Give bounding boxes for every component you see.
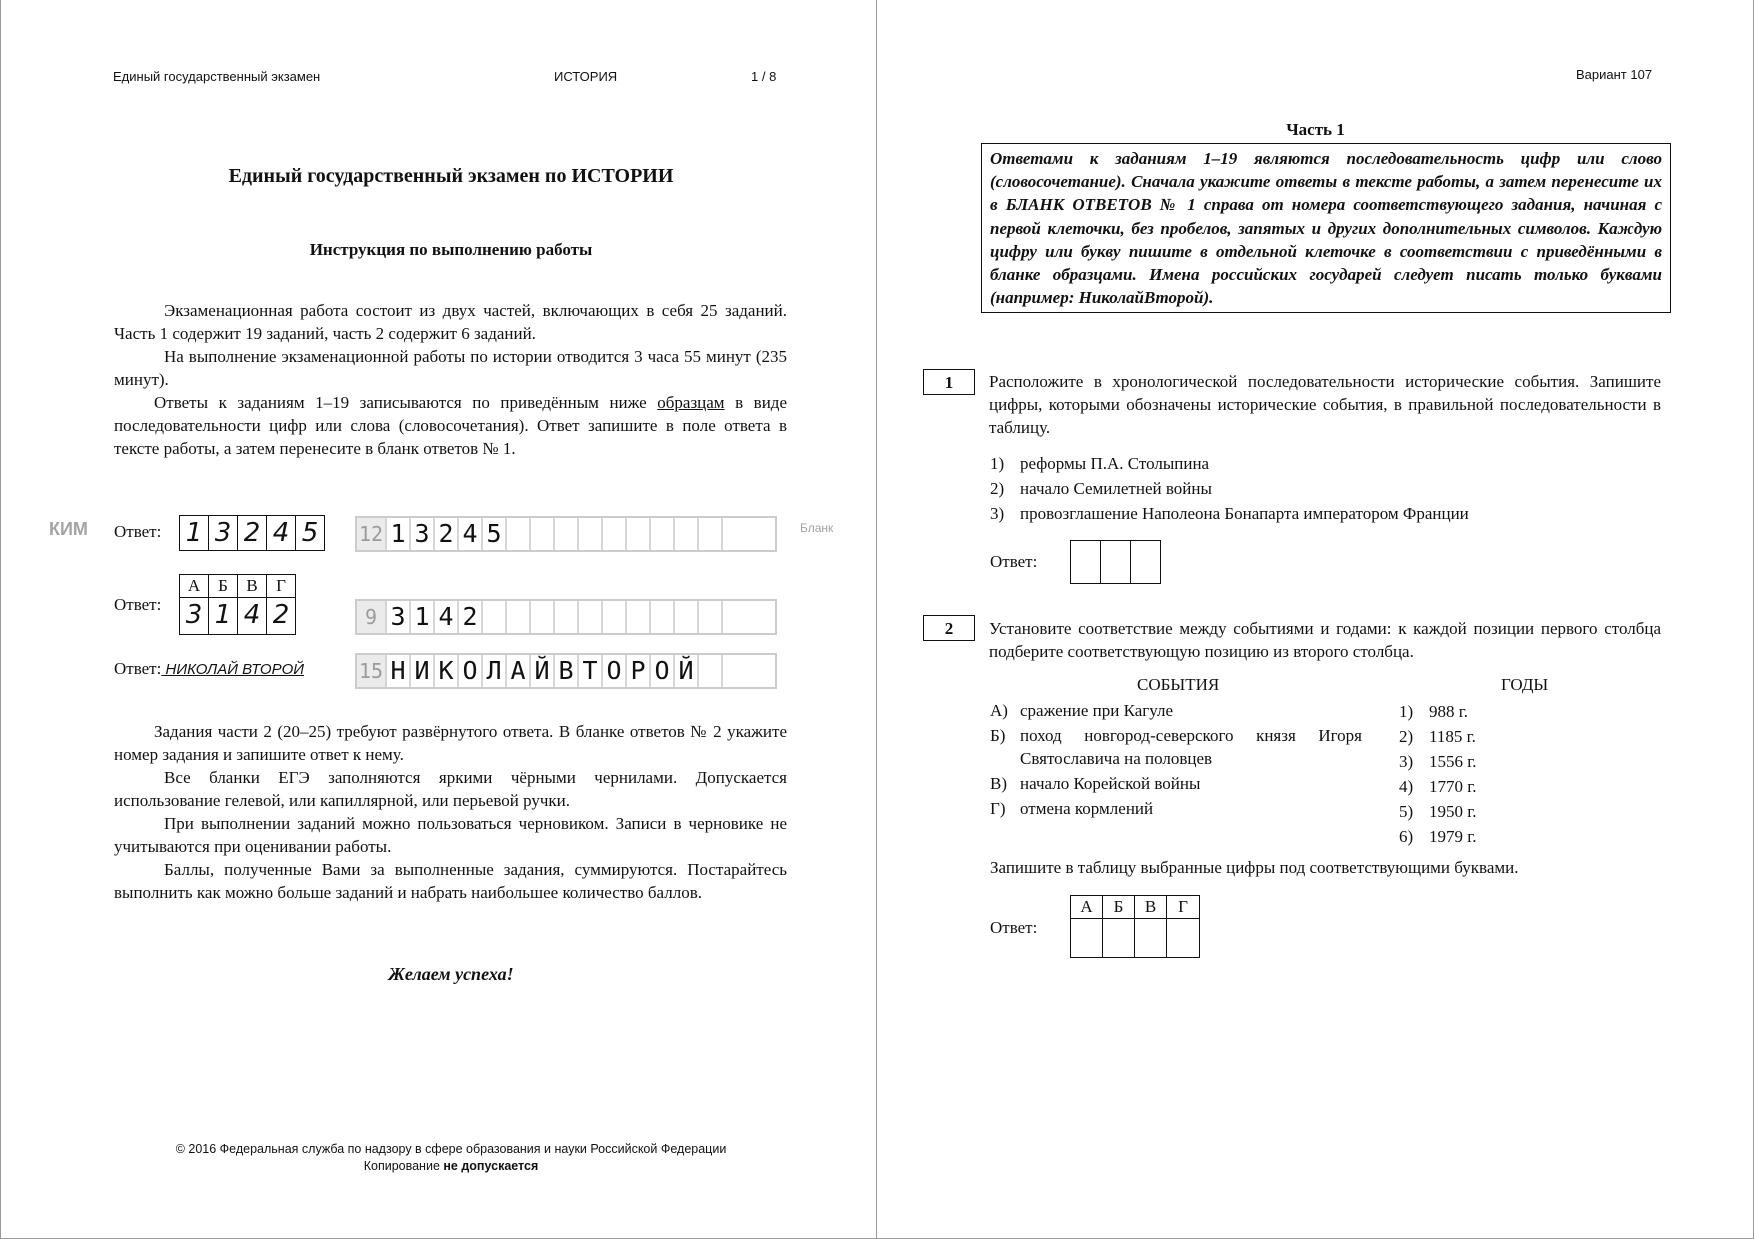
letter-header: Б [1103,896,1135,919]
part2-paragraph: Задания части 2 (20–25) требуют развёрнутого ответа. В бланке ответов № 2 укажите номер задания и запишите ответ к нему. [114,722,787,764]
answer-cell[interactable] [1071,919,1103,957]
task2-text: Установите соответствие между событиями и годами: к каждой позиции первого столбца подберите соответствующую позицию из второго столбца. [989,619,1661,661]
list-item: 6) 1979 г. [1399,827,1477,846]
example-blank-row: 12 1 3 2 4 5 [355,516,777,552]
part2-paragraph: Все бланки ЕГЭ заполняются яркими чёрными чернилами. Допускается использование гелевой, или капиллярной, или перьевой ручки. [114,768,787,810]
list-item: 1) 988 г. [1399,702,1469,721]
example-blank-row: 15 Н И К О Л А Й В Т О Р О Й [355,653,777,689]
letter-header: Г [1167,896,1199,919]
part1-instruction-box: Ответами к заданиям 1–19 являются последовательность цифр или слово (словосочетание). Сначала укажите ответы в тексте работы, а затем перенесите их в БЛАНК ОТВЕТОВ № 1 справа от номера соответствующего задания, начиная с первой клеточки, без пробелов, запятых и других дополнительных символов. Каждую цифру или букву пишите в отдельной клеточке в соответствии с приведёнными в бланке образцами. Имена российских государей следует писать только буквами (например: НиколайВторой). [981,143,1671,313]
example-answer-label: Ответ: НИКОЛАЙ ВТОРОЙ [114,659,305,678]
list-item: Г) отмена кормлений [990,799,1154,818]
example-answer-label: Ответ: [114,595,162,614]
years-list [1399,699,1477,849]
answer-cell[interactable] [1135,919,1167,957]
instruction-heading: Инструкция по выполнению работы [309,240,593,259]
intro-paragraph: Ответы к заданиям 1–19 записываются по приведённым ниже образцам в виде последовательности цифр или слова (словосочетания). Ответ запишите в поле ответа в тексте работы, а затем перенесите в бланк ответов № 1. [114,393,787,458]
list-item: 5) 1950 г. [1399,802,1477,821]
list-item: 1) реформы П.А. Столыпина [990,454,1210,473]
list-item: 3) провозглашение Наполеона Бонапарта императором Франции [990,504,1469,523]
task-number-box: 2 [923,615,975,641]
task2-write-instruction: Запишите в таблицу выбранные цифры под соответствующими буквами. [990,858,1519,877]
part2-text [114,720,787,904]
example-letter-table: А Б В Г 3 1 4 2 [179,574,296,635]
right-page [877,0,1754,1239]
copyright-footer: © 2016 Федеральная служба по надзору в сфере образования и науки Российской Федерации Копирование не допускается [175,1142,727,1173]
part-title: Часть 1 [1286,120,1345,139]
header-subject: ИСТОРИЯ [554,69,618,84]
task-number-box: 1 [923,369,975,395]
kim-label: КИМ [49,519,88,539]
list-item: 3) 1556 г. [1399,752,1477,771]
answer-cell[interactable] [1131,541,1160,583]
example-handwritten-answer: НИКОЛАЙ ВТОРОЙ [161,661,305,678]
events-header: СОБЫТИЯ [1137,675,1220,694]
good-luck-text: Желаем успеха! [388,964,514,984]
variant-label: Вариант 107 [1576,67,1653,82]
answer-cell[interactable] [1103,919,1135,957]
example-answer-cells: 1 3 2 4 5 [179,515,325,551]
answer-cell[interactable] [1101,541,1131,583]
blank-label: Бланк [800,521,834,535]
answer-cell[interactable] [1167,919,1199,957]
header-page-number: 1 / 8 [751,69,777,84]
list-item: В) начало Корейской войны [990,774,1201,793]
part2-paragraph: При выполнении заданий можно пользоваться черновиком. Записи в черновике не учитываются при оценивании работы. [114,814,787,856]
task1-answer-label: Ответ: [990,552,1038,571]
task1-list [990,451,1469,526]
example-blank-row: 9 3 1 4 2 [355,599,777,635]
years-header: ГОДЫ [1501,675,1549,694]
list-item: 2) 1185 г. [1399,727,1476,746]
letter-header: В [1135,896,1167,919]
task2-answer-label: Ответ: [990,918,1038,937]
list-item: Б) поход новгород-северского князя Игоря Святославича на половцев [990,726,1362,768]
list-item: 2) начало Семилетней войны [990,479,1212,498]
intro-paragraph: На выполнение экзаменационной работы по истории отводится 3 часа 55 минут (235 минут). [114,347,787,389]
task2-answer-table[interactable] [1070,895,1200,958]
samples-link: образцам [657,393,725,412]
example-answer-label: Ответ: [114,522,162,541]
intro-paragraph: Экзаменационная работа состоит из двух частей, включающих в себя 25 заданий. Часть 1 содержит 19 заданий, часть 2 содержит 6 заданий. [114,301,787,343]
list-item: А) сражение при Кагуле [990,701,1174,720]
part2-paragraph: Баллы, полученные Вами за выполненные задания, суммируются. Постарайтесь выполнить как можно больше заданий и набрать наибольшее количество баллов. [114,860,787,902]
letter-header: А [1071,896,1103,919]
list-item: 4) 1770 г. [1399,777,1477,796]
intro-text [114,299,787,460]
header-exam: Единый государственный экзамен [113,69,321,84]
answer-cell[interactable] [1071,541,1101,583]
page-title: Единый государственный экзамен по ИСТОРИИ [228,165,674,187]
task1-text: Расположите в хронологической последовательности исторические события. Запишите цифры, которыми обозначены исторические события, в правильной последовательности в таблицу. [989,372,1661,437]
task1-answer-cells[interactable] [1070,540,1161,584]
events-list [990,699,1362,820]
